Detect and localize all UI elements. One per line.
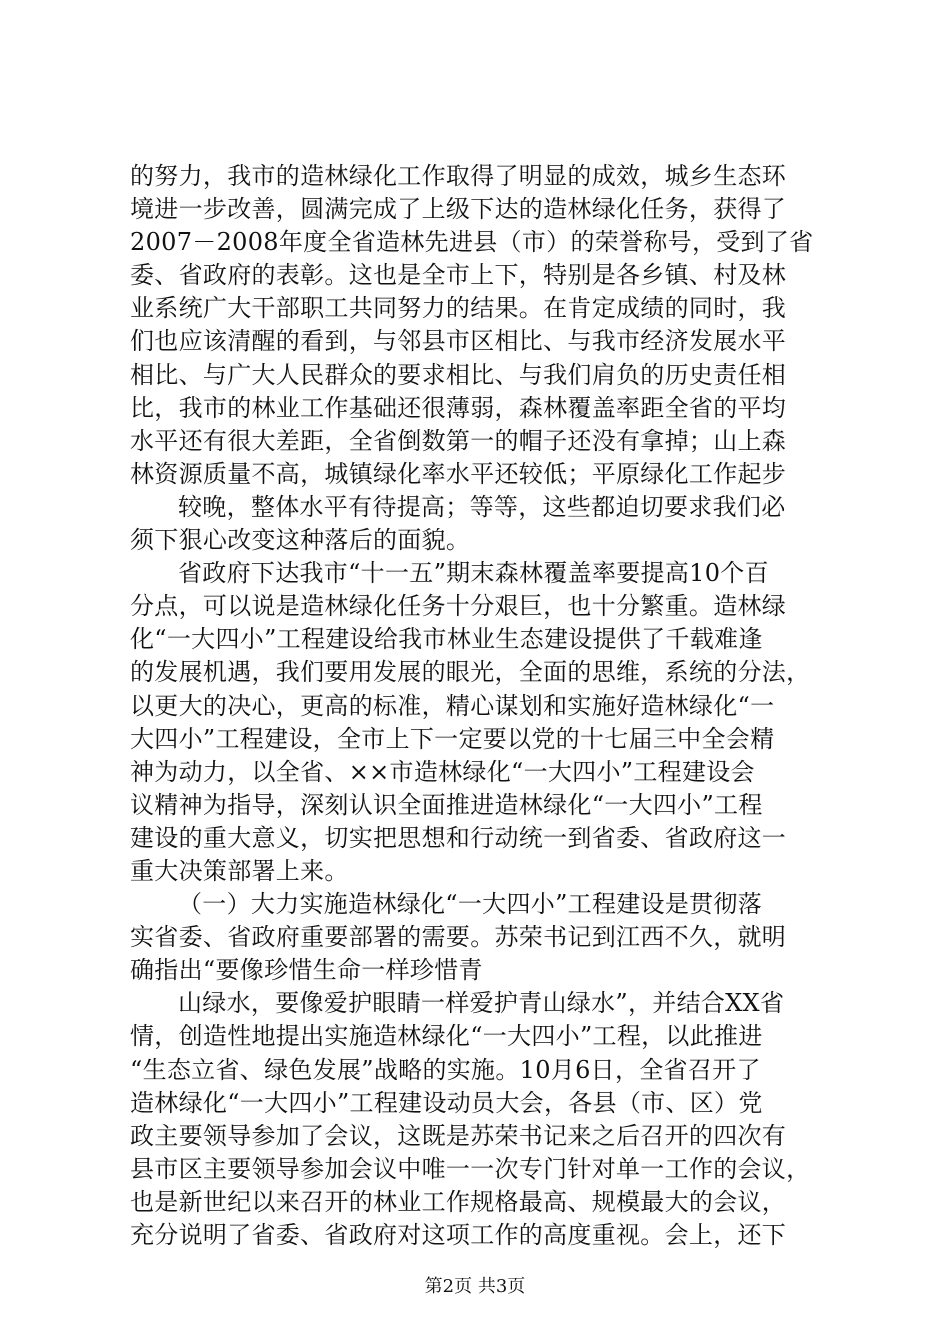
text-line: 须下狠心改变这种落后的面貌。 bbox=[130, 526, 471, 555]
text-line: 境进一步改善，圆满完成了上级下达的造林绿化任务，获得了 bbox=[130, 195, 787, 224]
text-line: 委、省政府的表彰。这也是全市上下，特别是各乡镇、村及林 bbox=[130, 261, 787, 290]
text-line: 神为动力，以全省、××市造林绿化“一大四小”工程建设会 bbox=[130, 757, 755, 786]
text-line: 相比、与广大人民群众的要求相比、与我们肩负的历史责任相 bbox=[130, 360, 787, 389]
text-line: 造林绿化“一大四小”工程建设动员大会，各县（市、区）党 bbox=[130, 1088, 763, 1117]
text-line: 省政府下达我市“十一五”期末森林覆盖率要提高10个百 bbox=[178, 559, 769, 588]
text-line: 水平还有很大差距，全省倒数第一的帽子还没有拿掉；山上森 bbox=[130, 426, 787, 455]
text-line: 情，创造性地提出实施造林绿化“一大四小”工程，以此推进 bbox=[130, 1022, 763, 1051]
text-line: 们也应该清醒的看到，与邻县市区相比、与我市经济发展水平 bbox=[130, 327, 787, 356]
text-line: 政主要领导参加了会议，这既是苏荣书记来之后召开的四次有 bbox=[130, 1121, 787, 1150]
text-line: 化“一大四小”工程建设给我市林业生态建设提供了千载难逢 bbox=[130, 625, 763, 654]
text-line: 充分说明了省委、省政府对这项工作的高度重视。会上，还下 bbox=[130, 1221, 787, 1249]
text-line: 业系统广大干部职工共同努力的结果。在肯定成绩的同时，我 bbox=[130, 294, 787, 323]
text-line: 林资源质量不高，城镇绿化率水平还较低；平原绿化工作起步 bbox=[130, 459, 787, 488]
text-line: 较晚，整体水平有待提高；等等，这些都迫切要求我们必 bbox=[178, 492, 786, 521]
text-line: 比，我市的林业工作基础还很薄弱，森林覆盖率距全省的平均 bbox=[130, 393, 787, 422]
text-line: 分点，可以说是造林绿化任务十分艰巨，也十分繁重。造林绿 bbox=[130, 592, 787, 621]
page-footer bbox=[0, 1276, 950, 1298]
text-line: 议精神为指导，深刻认识全面推进造林绿化“一大四小”工程 bbox=[130, 790, 763, 819]
text-line: 的发展机遇，我们要用发展的眼光，全面的思维，系统的分法， bbox=[130, 658, 811, 687]
text-line: 也是新世纪以来召开的林业工作规格最高、规模最大的会议， bbox=[130, 1187, 787, 1216]
body-text bbox=[130, 160, 830, 1252]
text-line: 山绿水，要像爱护眼睛一样爱护青山绿水”，并结合XX省 bbox=[178, 989, 785, 1018]
text-line: 建设的重大意义，切实把思想和行动统一到省委、省政府这一 bbox=[130, 823, 787, 852]
text-line: “生态立省、绿色发展”战略的实施。10月6日，全省召开了 bbox=[130, 1055, 761, 1084]
text-line: 实省委、省政府重要部署的需要。苏荣书记到江西不久，就明 bbox=[130, 923, 787, 952]
text-line: 以更大的决心，更高的标准，精心谋划和实施好造林绿化“一 bbox=[130, 691, 775, 720]
page-number-label: 第2页 共3页 bbox=[424, 1276, 526, 1297]
text-line: 的努力，我市的造林绿化工作取得了明显的成效，城乡生态环 bbox=[130, 162, 787, 190]
text-line: 重大决策部署上来。 bbox=[130, 856, 349, 885]
text-line: 县市区主要领导参加会议中唯一一次专门针对单一工作的会议， bbox=[130, 1154, 811, 1183]
text-line: 确指出“要像珍惜生命一样珍惜青 bbox=[130, 956, 483, 985]
text-line: 2007－2008年度全省造林先进县（市）的荣誉称号，受到了省 bbox=[130, 228, 814, 257]
text-line: 大四小”工程建设，全市上下一定要以党的十七届三中全会精 bbox=[130, 724, 775, 753]
text-line: （一）大力实施造林绿化“一大四小”工程建设是贯彻落 bbox=[178, 890, 763, 919]
